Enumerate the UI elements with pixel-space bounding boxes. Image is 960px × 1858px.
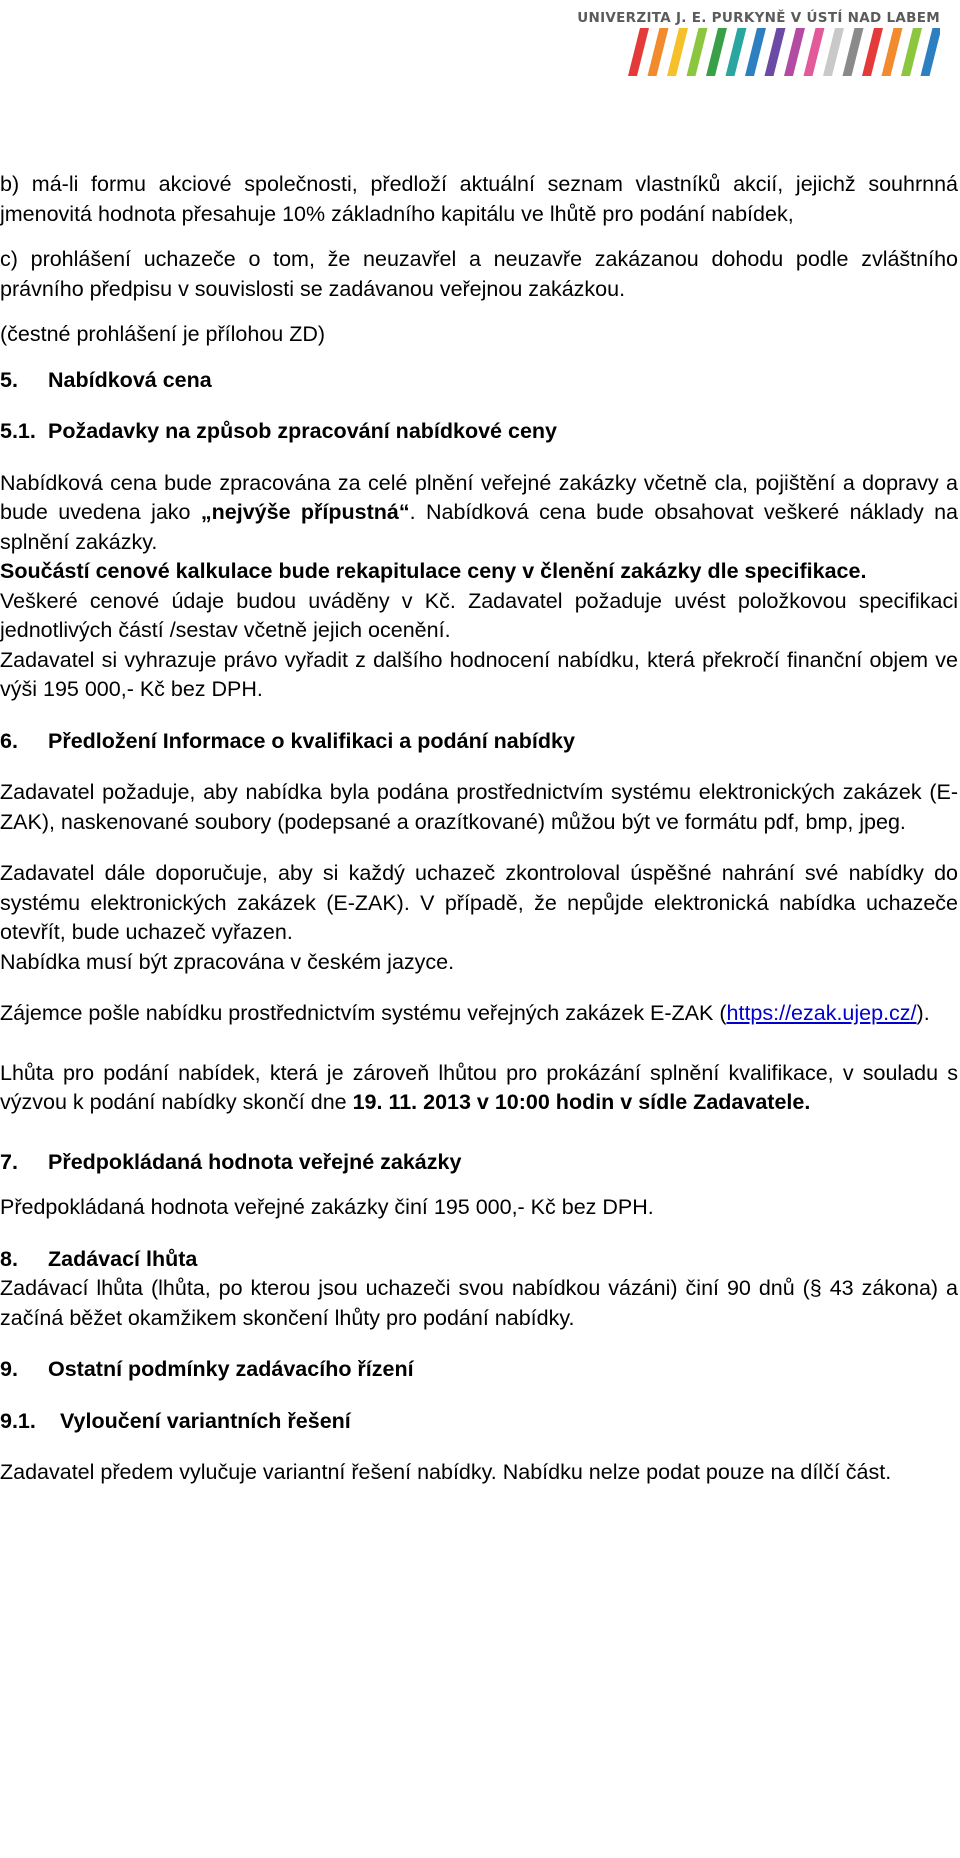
logo-stripe [726,28,747,76]
logo-stripe [648,28,669,76]
logo-stripe [882,28,903,76]
section-8-paragraph-1: Zadávací lhůta (lhůta, po kterou jsou uchazeči svou nabídkou vázáni) činí 90 dnů (§ 43 zákona) a začíná běžet okamžikem skončení lhůty pro podání nabídky. [0,1276,958,1330]
section-6-paragraph-4: Zájemce pošle nabídku prostřednictvím systému veřejných zakázek E-ZAK (https://ezak.ujep.cz/). [0,1001,930,1025]
logo-stripe [667,28,688,76]
section-6-paragraph-1: Zadavatel požaduje, aby nabídka byla podána prostřednictvím systému elektronických zakázek (E-ZAK), naskenované soubory (podepsané a orazítkované) můžou být ve formátu pdf, bmp, jpeg. [0,780,958,834]
section-9-1-heading: 9.1. Vyloučení variantních řešení [0,1408,351,1433]
section-7-heading: 7. Předpokládaná hodnota veřejné zakázky [0,1149,462,1174]
logo-stripe [687,28,708,76]
logo-stripe [784,28,805,76]
item-b: b) má-li formu akciové společnosti, předloží aktuální seznam vlastníků akcií, jejichž souhrnná jmenovitá hodnota přesahuje 10% základního kapitálu ve lhůtě pro podání nabídek, [0,172,958,226]
section-5-1-heading: 5.1. Požadavky na způsob zpracování nabídkové ceny [0,419,557,443]
logo-stripe [862,28,883,76]
section-5-paragraph-4: Zadavatel si vyhrazuje právo vyřadit z dalšího hodnocení nabídku, která překročí finanční objem ve výši 195 000,- Kč bez DPH. [0,647,958,701]
document-body [0,170,958,1488]
section-6-paragraph-3: Nabídka musí být zpracována v českém jazyce. [0,949,455,974]
university-logo [577,6,940,86]
logo-stripes [610,28,940,84]
logo-stripe [706,28,727,76]
ezak-link[interactable]: https://ezak.ujep.cz/ [726,1001,917,1025]
section-7-paragraph-1: Předpokládaná hodnota veřejné zakázky činí 195 000,- Kč bez DPH. [0,1195,654,1219]
logo-stripe [628,28,649,76]
logo-text: UNIVERZITA J. E. PURKYNĚ V ÚSTÍ NAD LABEM [577,10,940,26]
logo-stripe [921,28,941,76]
section-6-paragraph-2: Zadavatel dále doporučuje, aby si každý uchazeč zkontroloval úspěšné nahrání své nabídky do systému elektronických zakázek (E-ZAK). V případě, že nepůjde elektronická nabídka uchazeče otevřít, bude uchazeč vyřazen. [0,861,958,944]
logo-stripe [901,28,922,76]
section-5-paragraph-2: Součástí cenové kalkulace bude rekapitulace ceny v členění zakázky dle specifikace. [0,559,867,583]
section-9-paragraph-1: Zadavatel předem vylučuje variantní řešení nabídky. Nabídku nelze podat pouze na dílčí část. [0,1460,892,1484]
logo-stripe [843,28,864,76]
section-6-heading: 6. Předložení Informace o kvalifikaci a podání nabídky [0,728,575,753]
section-8-heading: 8. Zadávací lhůta [0,1246,198,1271]
section-9-heading: 9. Ostatní podmínky zadávacího řízení [0,1357,414,1381]
section-5-paragraph-1: Nabídková cena bude zpracována za celé plnění veřejné zakázky včetně cla, pojištění a dopravy a bude uvedena jako „nejvýše přípustná“. Nabídková cena bude obsahovat veškeré náklady na splnění zakázky. [0,470,958,554]
section-6-paragraph-5: Lhůta pro podání nabídek, která je zároveň lhůtou pro prokázání splnění kvalifikace, v souladu s výzvou k podání nabídky skončí dne 19. 11. 2013 v 10:00 hodin v sídle Zadavatele. [0,1060,958,1114]
note-attachment: (čestné prohlášení je přílohou ZD) [0,322,326,346]
section-5-heading: 5. Nabídková cena [0,367,212,392]
item-c: c) prohlášení uchazeče o tom, že neuzavřel a neuzavře zakázanou dohodu podle zvláštního právního předpisu v souvislosti se zadávanou veřejnou zakázkou. [0,247,958,301]
logo-stripe [765,28,786,76]
logo-stripe [745,28,766,76]
section-5-paragraph-3: Veškeré cenové údaje budou uváděny v Kč. Zadavatel požaduje uvést položkovou specifikaci jednotlivých částí /sestav včetně jejich ocenění. [0,588,958,642]
logo-stripe [823,28,844,76]
logo-stripe [804,28,825,76]
